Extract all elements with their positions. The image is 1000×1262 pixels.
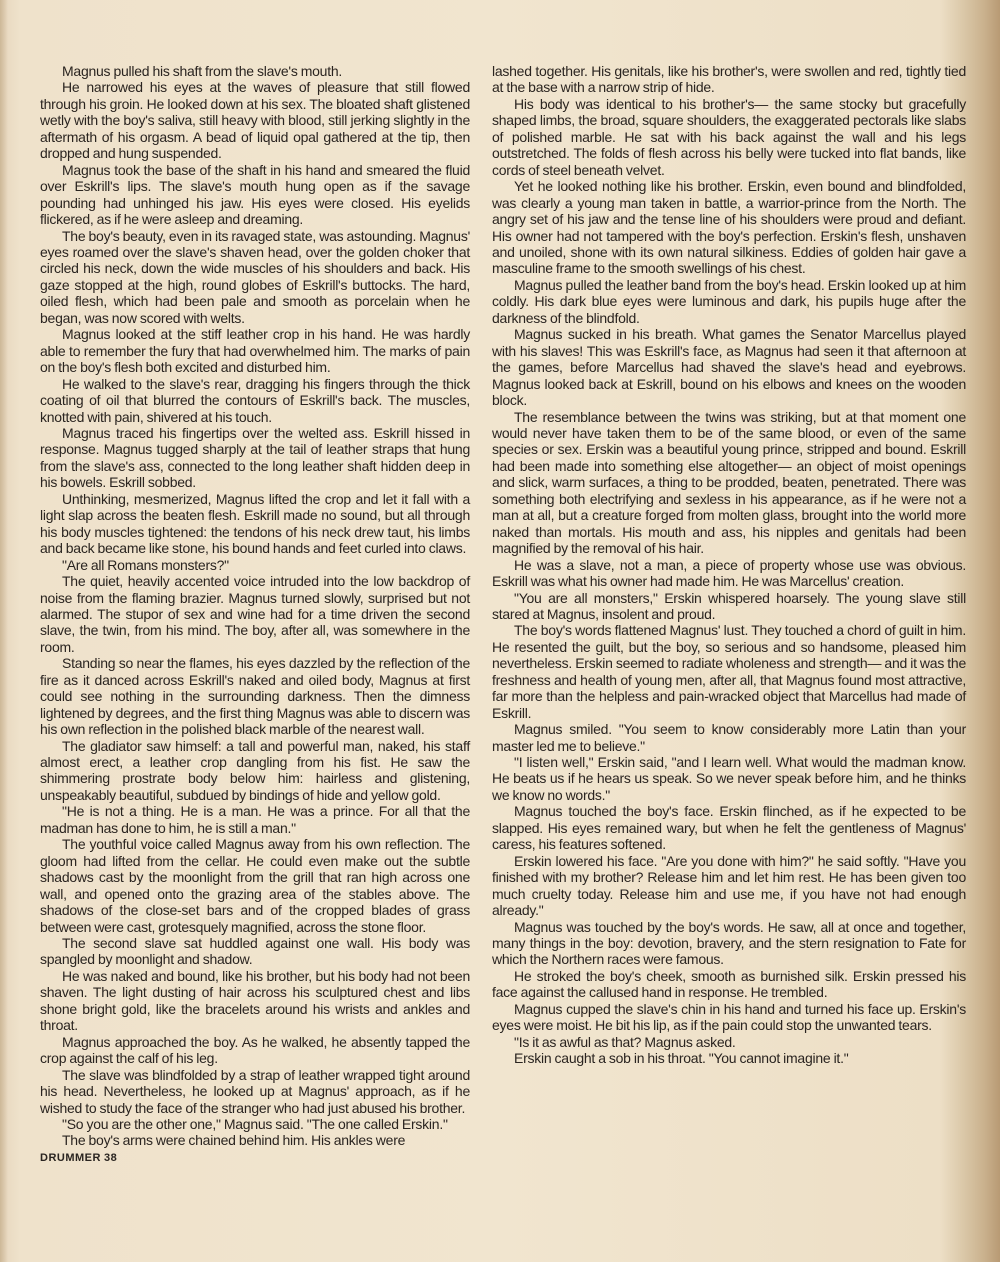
paragraph: He was naked and bound, like his brother, but his body had not been shaven. The light dusting of hair across his sculptured chest and libs shone bright gold, like the bracelets around his wrists and ankles and throat. <box>40 967 470 1034</box>
paragraph: Unthinking, mesmerized, Magnus lifted the crop and let it fall with a light slap across the beaten flesh. Eskrill made no sound, but all through his body muscles tightened: the tendons of his neck drew taut, his limbs and back became like stone, his bound hands and feet curled into claws. <box>40 490 470 557</box>
paragraph: He walked to the slave's rear, dragging his fingers through the thick coating of oil that blurred the contours of Eskrill's back. The muscles, knotted with pain, shivered at his touch. <box>40 375 470 425</box>
paragraph: Magnus was touched by the boy's words. He saw, all at once and together, many things in the boy: devotion, bravery, and the stern resignation to Fate for which the Northern races were famous. <box>492 918 966 968</box>
paragraph: The youthful voice called Magnus away from his own reflection. The gloom had lifted from the cellar. He could even make out the subtle shadows cast by the moonlight from the grill that ran high across one wall, and opened onto the grazing area of the stables above. The shadows of the close-set bars and of the cropped blades of grass between were cast, grotesquely magnified, across the stone floor. <box>40 836 470 935</box>
paragraph: Magnus touched the boy's face. Erskin flinched, as if he expected to be slapped. His eyes remained wary, but when he felt the gentleness of Magnus' caress, his features softened. <box>492 803 966 853</box>
paragraph: The gladiator saw himself: a tall and powerful man, naked, his staff almost erect, a leather crop dangling from his fist. He saw the shimmering prostrate body below him: hairless and glistening, unspeakably beautiful, subdued by bindings of hide and yellow gold. <box>40 737 470 803</box>
paragraph: Magnus cupped the slave's chin in his hand and turned his face up. Erskin's eyes were moist. He bit his lip, as if the pain could stop the unwanted tears. <box>492 1000 966 1034</box>
paragraph: Magnus took the base of the shaft in his hand and smeared the fluid over Eskrill's lips. The slave's mouth hung open as if the savage pounding had unhinged his jaw. His eyes were closed. His eyelids flickered, as if he were asleep and dreaming. <box>40 161 470 228</box>
paragraph: The boy's beauty, even in its ravaged state, was astounding. Magnus' eyes roamed over the slave's shaven head, over the golden choker that circled his neck, down the wide muscles of his shoulders and back. His gaze stopped at the high, round globes of Eskrill's buttocks. The hard, oiled flesh, which had been pale and smooth as porcelain when he began, was now scored with welts. <box>40 227 471 326</box>
paragraph: "Are all Romans monsters?" <box>62 556 229 573</box>
paragraph: The boy's words flattened Magnus' lust. They touched a chord of guilt in him. He resented the guilt, but the boy, so serious and so handsome, pleased him nevertheless. Erskin seemed to radiate wholeness and strength— and it was the freshness and health of young men, after all, that Magnus found most attractive, far more than the helpless and pain-wracked object that Marcellus had made of Eskrill. <box>492 622 966 721</box>
page-folio: DRUMMER 38 <box>40 1151 118 1164</box>
paragraph: The boy's arms were chained behind him. His ankles were <box>62 1132 406 1149</box>
paragraph: Yet he looked nothing like his brother. Erskin, even bound and blindfolded, was clearly a young man taken in battle, a warrior-prince from the North. The angry set of his jaw and the tense line of his shoulders were proud and defiant. His owner had not tampered with the boy's perfection. Erskin's flesh, unshaven and unoiled, shone with its own natural silkiness. Eddies of golden hair gave a masculine frame to the smooth swellings of his chest. <box>492 178 966 277</box>
paragraph: "I listen well," Erskin said, "and I learn well. What would the madman know. He beats us if he hears us speak. So we never speak before him, and he thinks we know no words." <box>492 754 966 803</box>
paragraph: His body was identical to his brother's— the same stocky but gracefully shaped limbs, the broad, square shoulders, the exaggerated pectorals like slabs of polished marble. He sat with his back against the wall and his legs outstretched. The folds of flesh across his belly were tucked into flat bands, like cords of steel beneath velvet. <box>492 95 966 178</box>
page-binding-shadow <box>0 0 8 1262</box>
paragraph: Magnus looked at the stiff leather crop in his hand. He was hardly able to remember the fury that had overwhelmed him. The marks of pain on the boy's flesh both excited and disturbed him. <box>40 326 470 376</box>
right-text-column <box>492 63 966 1067</box>
paragraph: Magnus pulled his shaft from the slave's mouth. <box>62 63 343 79</box>
paragraph: "So you are the other one," Magnus said. "The one called Erskin." <box>62 1116 448 1132</box>
paragraph: He narrowed his eyes at the waves of pleasure that still flowed through his groin. He looked down at his sex. The bloated shaft glistened wetly with the boy's saliva, still heavy with blood, still jerking slightly in the aftermath of his orgasm. A bead of liquid opal gathered at the tip, then dropped and hung suspended. <box>40 79 470 162</box>
paragraph: lashed together. His genitals, like his brother's, were swollen and red, tightly tied at the base with a narrow strip of hide. <box>492 63 966 96</box>
paragraph: Standing so near the flames, his eyes dazzled by the reflection of the fire as it danced across Eskrill's naked and oiled body, Magnus at first could see nothing in the surrounding darkness. Then the dimness lightened by degrees, and the first thing Magnus was able to discern was his own reflection in the polished black marble of the nearest wall. <box>40 655 470 738</box>
left-column-body <box>40 63 470 1149</box>
right-column-body <box>492 63 966 1067</box>
paragraph: Magnus pulled the leather band from the boy's head. Erskin looked up at him coldly. His dark blue eyes were luminous and dark, his pupils huge after the darkness of the blindfold. <box>492 276 966 326</box>
paragraph: The resemblance between the twins was striking, but at that moment one would never have taken them to be of the same blood, or even of the same species or sex. Erskin was a beautiful young prince, stripped and bound. Eskrill had been made into something else altogether— an object of moist openings and slick, warm surfaces, a thing to be prodded, beaten, penetrated. There was something both electrifying and sexless in his appearance, as if he were not a man at all, but a creature forged from molten glass, brought into the world more naked than mortals. His mouth and ass, his nipples and genitals had been magnified by the removal of his hair. <box>492 408 966 557</box>
paragraph: The second slave sat huddled against one wall. His body was spangled by moonlight and shadow. <box>40 935 470 968</box>
paragraph: "You are all monsters," Erskin whispered hoarsely. The young slave still stared at Magnus, insolent and proud. <box>492 589 966 622</box>
paragraph: The quiet, heavily accented voice intruded into the low backdrop of noise from the flaming brazier. Magnus turned slowly, surprised but not alarmed. The stupor of sex and wine had for a time driven the second slave, the twin, from his mind. The boy, after all, was somewhere in the room. <box>40 573 470 655</box>
paragraph: Erskin caught a sob in his throat. "You cannot imagine it." <box>514 1050 849 1067</box>
left-text-column <box>40 63 470 1165</box>
paragraph: He was a slave, not a man, a piece of property whose use was obvious. Eskrill was what his owner had made him. He was Marcellus' creation. <box>492 556 966 590</box>
paragraph: Magnus sucked in his breath. What games the Senator Marcellus played with his slaves! This was Eskrill's face, as Magnus had seen it that afternoon at the games, before Marcellus had shaved the slave's head and eyebrows. Magnus looked back at Eskrill, bound on his elbows and knees on the wooden block. <box>492 326 966 409</box>
paragraph: "Is it as awful as that? Magnus asked. <box>514 1033 736 1050</box>
paragraph: He stroked the boy's cheek, smooth as burnished silk. Erskin pressed his face against the callused hand in response. He trembled. <box>492 967 966 1001</box>
paragraph: Erskin lowered his face. "Are you done with him?" he said softly. "Have you finished with my brother? Release him and let him rest. He has been given too much cruelty today. Release him and use me, if you have not had enough already." <box>492 852 966 919</box>
paragraph: Magnus smiled. "You seem to know considerably more Latin than your master led me to believe." <box>492 721 966 754</box>
paragraph: Magnus approached the boy. As he walked, he absently tapped the crop against the calf of his leg. <box>40 1033 470 1067</box>
paragraph: "He is not a thing. He is a man. He was a prince. For all that the madman has done to him, he is still a man." <box>40 803 470 836</box>
paragraph: The slave was blindfolded by a strap of leather wrapped tight around his head. Nevertheless, he looked up at Magnus' approach, as if he wished to study the face of the stranger who had just abused his brother. <box>40 1066 470 1116</box>
paragraph: Magnus traced his fingertips over the welted ass. Eskrill hissed in response. Magnus tugged sharply at the tail of leather straps that hung from the slave's ass, connected to the long leather shaft hidden deep in his bowels. Eskrill sobbed. <box>40 424 470 491</box>
